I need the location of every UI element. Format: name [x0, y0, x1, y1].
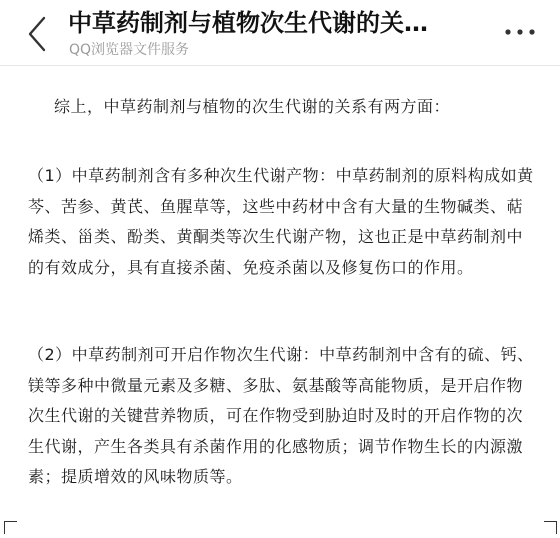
document-content	[0, 66, 560, 538]
back-button[interactable]	[18, 12, 62, 56]
point-two-paragraph: （2）中草药制剂可开启作物次生代谢：中草药制剂中含有的硫、钙、镁等多种中微量元素及多糖、多肽、氨基酸等高能物质，是开启作物次生代谢的关键营养物质，可在作物受到胁迫时及时的开启作物的次生代谢，产生各类具有杀菌作用的化感物质；调节作物生长的内源激素；提质增效的风味物质等。	[28, 345, 534, 486]
source-label: QQ浏览器文件服务	[69, 42, 190, 58]
page-corner-marker-right	[544, 521, 557, 534]
document-title: 中草药制剂与植物次生代谢的关…	[68, 9, 428, 37]
point-one-paragraph: （1）中草药制剂含有多种次生代谢产物：中草药制剂的原料构成如黄芩、苦参、黄芪、鱼腥草等，这些中药材中含有大量的生物碱类、萜烯类、甾类、酚类、黄酮类等次生代谢产物，这也正是中草药制剂中的有效成分，具有直接杀菌、免疫杀菌以及修复伤口的作用。	[28, 166, 534, 277]
more-dots-icon	[498, 20, 542, 44]
page-corner-marker-left	[4, 521, 17, 534]
top-navigation-bar	[0, 0, 560, 66]
chevron-left-icon	[18, 12, 62, 56]
more-options-button[interactable]	[498, 20, 542, 44]
summary-paragraph: 综上，中草药制剂与植物的次生代谢的关系有两方面：	[54, 97, 451, 116]
